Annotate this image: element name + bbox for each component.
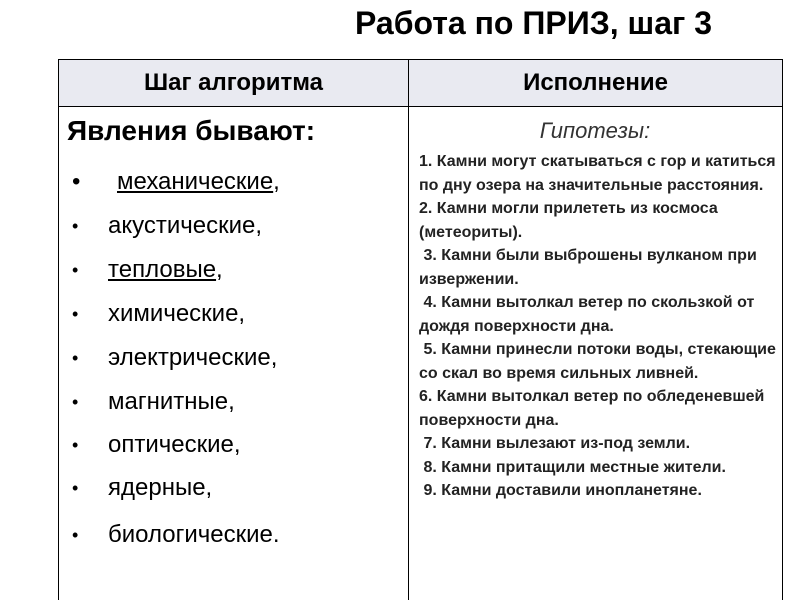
- hypothesis-item: 8. Камни притащили местные жители.: [419, 458, 726, 476]
- hypothesis-item: 7. Камни вылезают из-под земли.: [419, 435, 691, 452]
- phenomenon-text: [108, 382, 235, 422]
- table-header-row: [59, 60, 782, 107]
- bullet-icon: •: [72, 260, 79, 280]
- hypothesis-item: 4. Камни вытолкал ветер по скользкой от дождя поверхности дна.: [419, 294, 759, 335]
- bullet-icon: •: [72, 348, 79, 368]
- phenomenon-word: химические: [108, 300, 239, 327]
- list-item: [0, 515, 340, 555]
- header-algorithm-step: Шаг алгоритма: [143, 69, 323, 96]
- list-item: [0, 425, 340, 465]
- phenomenon-text: [108, 338, 277, 378]
- phenomenon-punct: ,: [255, 212, 263, 239]
- bullet-icon: •: [72, 216, 79, 236]
- phenomenon-punct: .: [272, 521, 280, 548]
- phenomenon-punct: ,: [228, 388, 235, 415]
- bullet-icon: •: [72, 392, 79, 412]
- phenomena-heading: Явления бывают:: [67, 115, 316, 146]
- slide-title: Работа по ПРИЗ, шаг 3: [355, 5, 713, 41]
- phenomenon-word: тепловые: [108, 256, 217, 283]
- phenomenon-text: [108, 425, 241, 465]
- hypothesis-item: 9. Камни доставили инопланетяне.: [419, 482, 702, 499]
- list-item: [0, 338, 340, 378]
- list-item: [0, 468, 340, 508]
- hypothesis-item: 3. Камни были выброшены вулканом при извержении.: [419, 247, 762, 288]
- bullet-icon: •: [72, 525, 79, 545]
- phenomenon-text: [108, 515, 280, 555]
- phenomenon-punct: ,: [238, 300, 246, 327]
- list-item: [0, 250, 340, 290]
- phenomenon-text: [108, 206, 262, 246]
- phenomenon-text: [108, 468, 212, 508]
- phenomenon-word: электрические: [108, 344, 271, 371]
- hypothesis-item: 1. Камни могут скатываться с гор и катиться по дну озера на значительные расстояния.: [419, 153, 781, 194]
- phenomenon-word: акустические: [108, 212, 256, 239]
- phenomenon-word: ядерные: [108, 474, 206, 501]
- bullet-icon: •: [72, 168, 81, 195]
- bullet-icon: •: [72, 304, 79, 324]
- header-execution: Исполнение: [523, 69, 668, 96]
- phenomenon-word: механические: [117, 168, 274, 195]
- list-item: [0, 294, 340, 334]
- phenomenon-punct: ,: [270, 344, 278, 371]
- list-item: [0, 206, 340, 246]
- hypotheses-list: [419, 150, 781, 503]
- bullet-icon: •: [72, 478, 79, 498]
- phenomenon-punct: ,: [216, 256, 223, 283]
- hypothesis-item: 2. Камни могли прилететь из космоса (метеориты).: [419, 200, 723, 241]
- hypotheses-title: Гипотезы:: [539, 118, 651, 143]
- column-divider: [408, 60, 409, 600]
- phenomenon-word: оптические: [108, 431, 234, 458]
- phenomenon-word: биологические: [108, 521, 273, 548]
- phenomenon-punct: ,: [273, 168, 280, 195]
- bullet-icon: •: [72, 435, 79, 455]
- hypothesis-item: 5. Камни принесли потоки воды, стекающие со скал во время сильных ливней.: [419, 341, 781, 382]
- phenomenon-word: магнитные: [108, 388, 229, 415]
- list-item: [0, 162, 340, 202]
- list-item: [0, 382, 340, 422]
- phenomenon-punct: ,: [233, 431, 241, 458]
- hypothesis-item: 6. Камни вытолкал ветер по обледеневшей поверхности дна.: [419, 388, 769, 429]
- phenomenon-text: [108, 250, 223, 290]
- phenomenon-text: [108, 294, 245, 334]
- phenomenon-text: [117, 162, 280, 202]
- phenomenon-punct: ,: [205, 474, 213, 501]
